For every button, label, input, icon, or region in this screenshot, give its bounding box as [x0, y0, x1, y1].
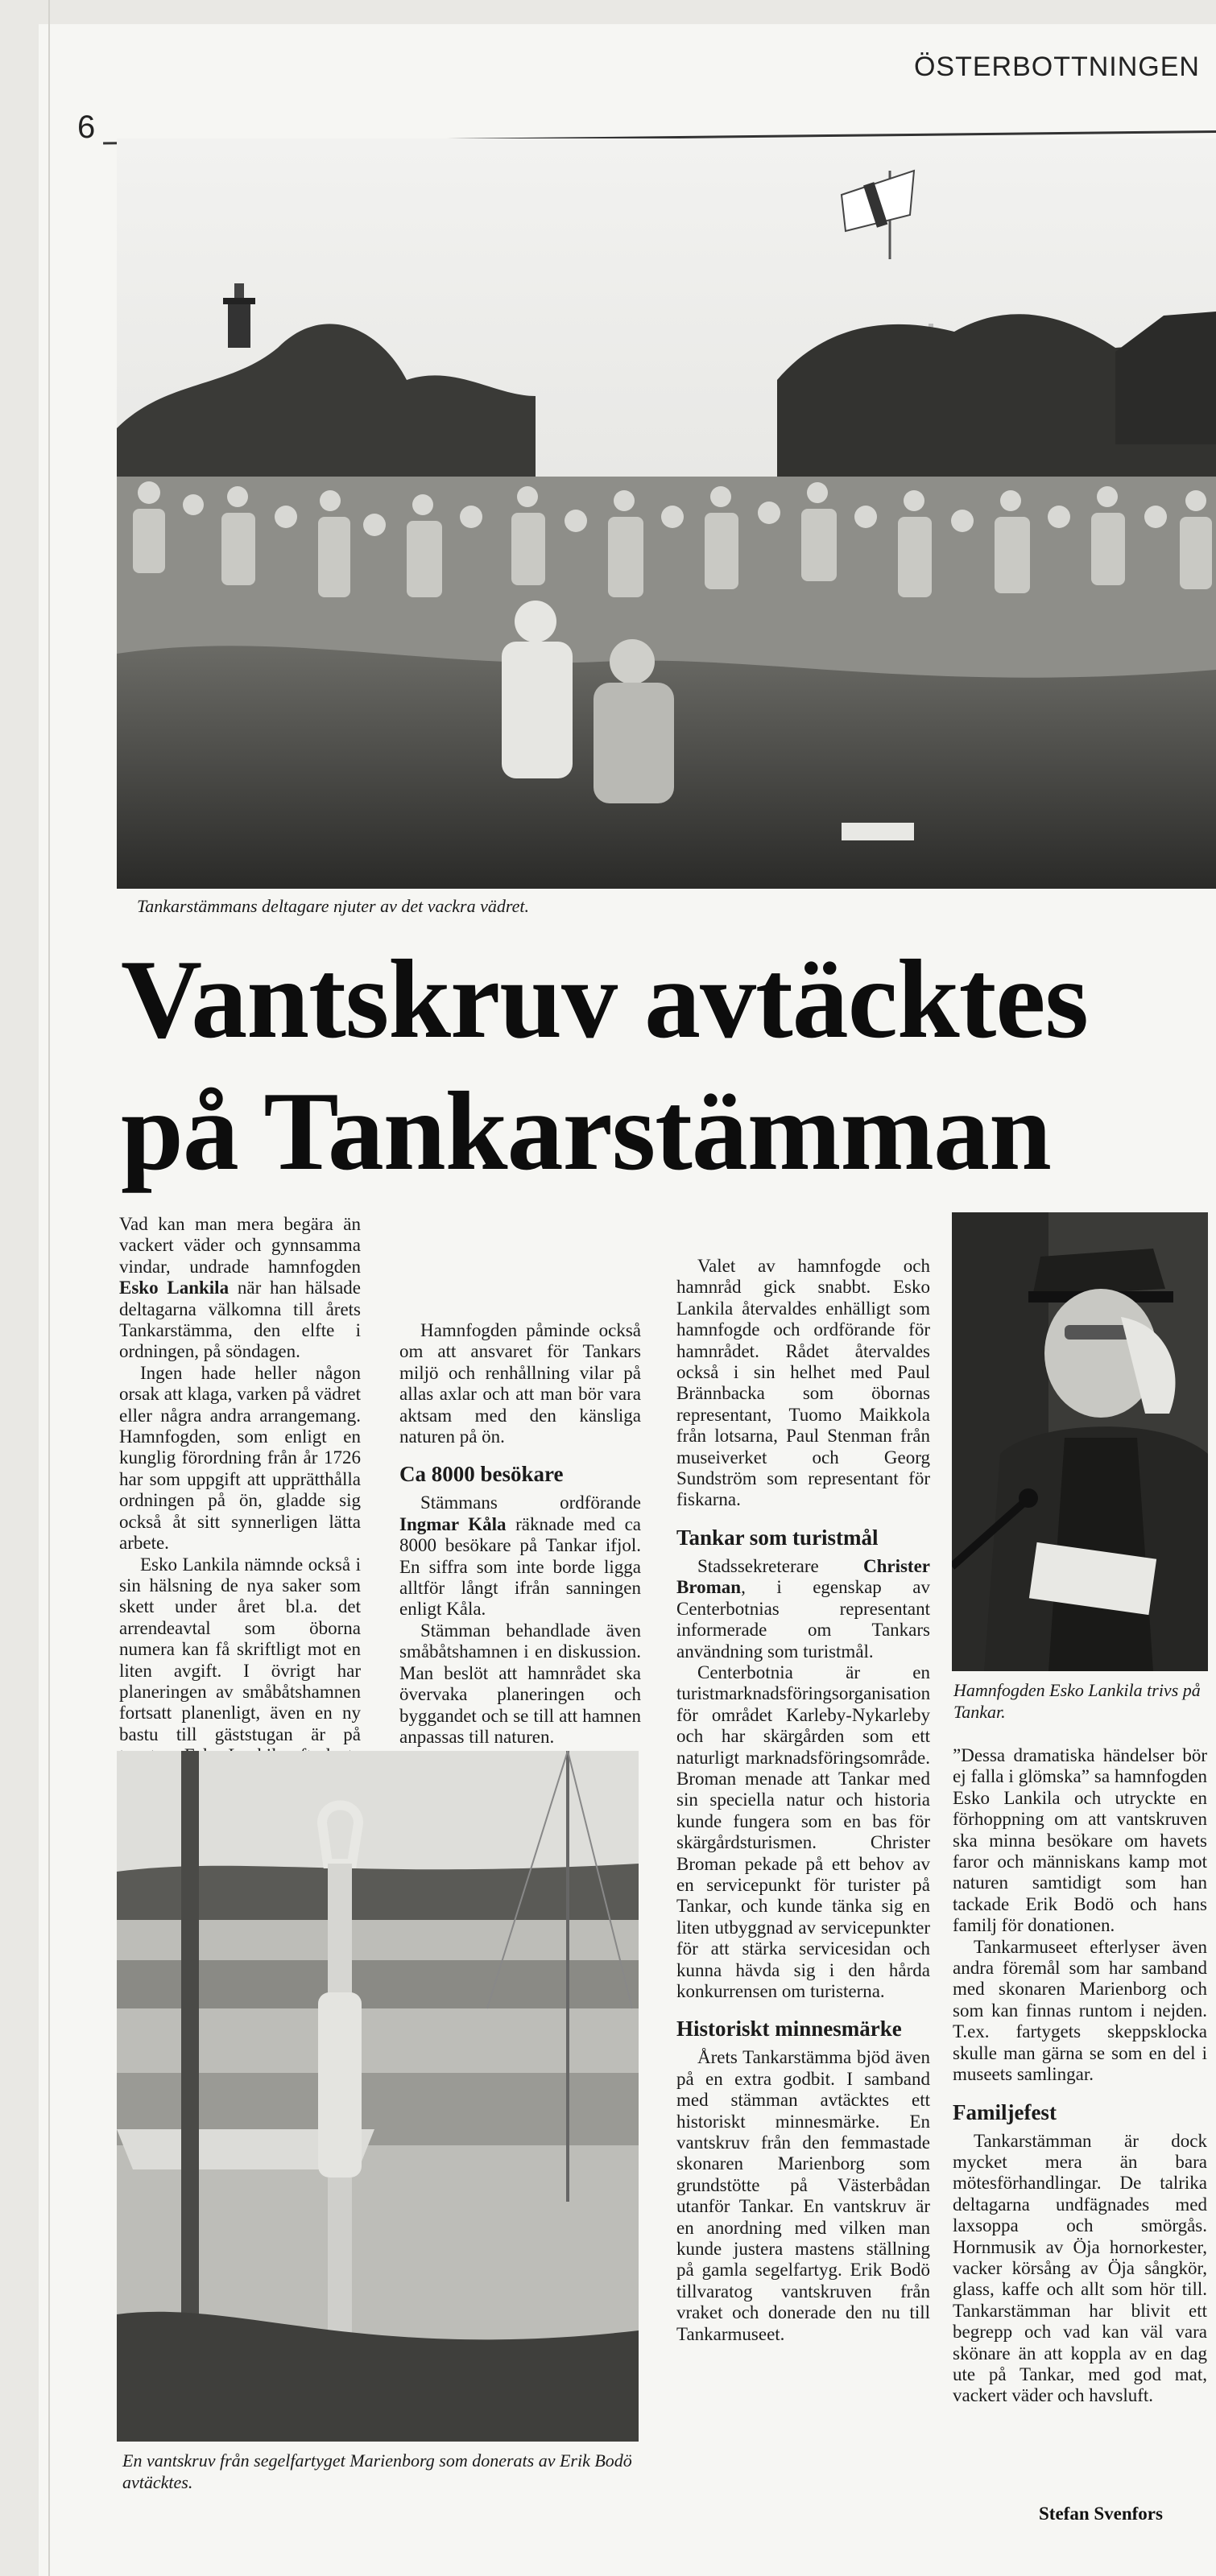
paragraph: Årets Tankarstämma bjöd även på en extra godbit. I samband med stämman avtäcktes ett historiskt minnesmärke. En vantskruv från den femmastade skonaren Marienborg som grundstötte på Västerbådan utanför Tankar. En vantskruv är en anordning med vilken man kunde justera mastens ställning på gamla segelfartyg. Erik Bodö tillvaratog vantskruven från vraket och donerade den nu till Tankarmuseet. [676, 2047, 930, 2344]
article-column-1 [119, 1214, 361, 1831]
article-headline [121, 934, 1208, 1198]
paragraph-intro: Vad kan man mera begära än vackert väder och gynnsamma vindar, undrade hamnfogden Esko Lankila när han hälsade deltagarna välkomna till årets Tankarstämma, den elfte i ordningen, på söndagen. [119, 1214, 361, 1362]
paragraph: Centerbotnia är en turistmarknadsföringsorganisation för området Karleby-Nykarleby och har skärgården som ett naturligt marknadsföringsområde. Broman menade att Tankar med sin speciella natur och historia kunde fungera som en bas för skärgårdsturismen. Christer Broman pekade på ett behov av en servicepunkt för turister på Tankar, och kunde tänka sig en liten utbyggnad av servicepunkter för att stärka servicesidan och kunna hävda sig i den hårda konkurrensen om turisterna. [676, 1662, 931, 2001]
article-column-4 [953, 1745, 1207, 2407]
turnbuckle-caption: En vantskruv från segelfartyget Marienborg som donerats av Erik Bodö avtäcktes. [122, 2450, 632, 2492]
subheading-visitors: Ca 8000 besökare [399, 1462, 564, 1487]
paragraph: Stämman behandlade även småbåtshamnen i en diskussion. Man beslöt att hamnrådet ska övervaka planeringen och byggandet och se till att hamnen anpassas till naturen. [399, 1620, 641, 1747]
paragraph: Tankarmuseet efterlyser även andra föremål som har samband med skonaren Marienborg och som kan finnas runtom i nejden. T.ex. fartygets skeppsklocka skulle man gärna se som en del i museets samlingar. [953, 1936, 1207, 2085]
headline-line-1: Vantskruv avtäcktes [121, 937, 1088, 1062]
subheading-tourism: Tankar som turistmål [676, 1525, 879, 1550]
article-column-2 [399, 1214, 641, 1748]
subheading-monument: Historiskt minnesmärke [676, 2017, 902, 2041]
crowd-photo-caption: Tankarstämmans deltagare njuter av det vackra vädret. [137, 896, 529, 916]
article-column-3 [676, 1214, 930, 2345]
subheading-family: Familjefest [953, 2099, 1057, 2124]
turnbuckle-photo [117, 1751, 639, 2442]
paragraph: Tankarstämman är dock mycket mera än bara mötesförhandlingar. De talrika deltagarna undfägnades med laxsoppa och smörgås. Hornmusik av Öja hornorkester, vacker körsång av Öja sångkör, glass, kaffe och allt som hör till. Tankarstämman har blivit ett begrepp och vad kan väl vara skönare än att koppla av en dag ute på Tankar, med god mat, vackert väder och havsluft. [953, 2130, 1207, 2406]
paragraph: Stämmans ordförande Ingmar Kåla räknade med ca 8000 besökare på Tankar ifjol. En siffra som inte borde ligga alltför långt ifrån sanningen enligt Kåla. [399, 1492, 641, 1620]
headline-line-2: på Tankarstämman [121, 1069, 1051, 1194]
crowd-photo [117, 138, 1216, 889]
paragraph: Hamnfogden påminde också om att ansvaret för Tankars miljö och renhållning vilar på allas axlar och att man bör vara aktsam med den känsliga naturen på ön. [399, 1320, 641, 1447]
article-byline: Stefan Svenfors [1039, 2504, 1163, 2524]
page-fold-line [48, 0, 50, 2576]
paragraph: Esko Lankila nämnde också i sin hälsning de nya saker som skett under året bl.a. det arrendeavtal som öborna numera kan få skriftligt mot en liten avgift. I övrigt har planeringen av småbåtshamnen fortsatt planenligt, även en ny bastu till gäststugan är på [119, 1554, 361, 1744]
portrait-caption: Hamnfogden Esko Lankila trivs på Tankar. [953, 1680, 1201, 1722]
page-number: 6 [77, 109, 96, 145]
paragraph: ”Dessa dramatiska händelser bör ej falla i glömska” sa hamnfogden Esko Lankila och utryckte en förhoppning om att vantskruven ska minna besökare om havets faror och människans kamp mot naturen samtidigt som han tackade Erik Bodö och hans familj för donationen. [953, 1745, 1207, 1936]
harbour-master-portrait-photo [952, 1212, 1208, 1671]
newspaper-masthead: ÖSTERBOTTNINGEN [913, 52, 1200, 82]
paragraph: Valet av hamnfogde och hamnråd gick snabbt. Esko Lankila återvaldes enhälligt som hamnfogde och ordförande för hamnrådet. Rådet återvaldes också i sin helhet med Paul Brännbacka som öbornas representant, Tuomo Maikkola från lotsarna, Paul Stenman från museiverket och Georg Sundström som representant för fiskarna. [676, 1256, 930, 1510]
paragraph: Ingen hade heller någon orsak att klaga, varken på vädret eller några andra arrangemang. Hamnfogden, som enligt en kunglig förordning från år 1726 har som uppgift att upprätthålla ordningen på ön, gladde sig också åt sitt synnerligen lätta arbete. [119, 1362, 361, 1554]
paragraph: Stadssekreterare Christer Broman, i egenskap av Centerbotnias representant informerade om Tankars användning som turistmål. [676, 1555, 930, 1662]
